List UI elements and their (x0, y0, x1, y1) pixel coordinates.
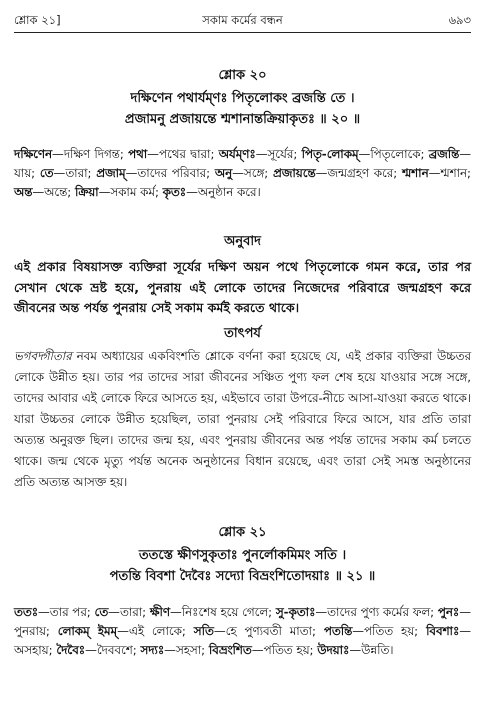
synonym-dash: — (358, 147, 371, 161)
synonym-entry (324, 624, 418, 638)
synonym-entry (75, 185, 159, 199)
synonym-meaning: অনুষ্ঠান করে। (197, 185, 261, 199)
synonym-word: উদয়াঃ (317, 643, 350, 657)
synonym-dash: — (352, 624, 365, 638)
synonym-meaning: সঙ্গে; (243, 166, 269, 180)
synonym-entry (163, 185, 261, 199)
synonym-entry (194, 624, 316, 638)
synonym-dash: — (85, 643, 97, 657)
synonym-dash: — (349, 643, 362, 657)
synonym-word: ক্রিয়া (74, 185, 99, 199)
synonym-dash: — (52, 147, 64, 161)
synonym-meaning: অন্তে; (44, 185, 72, 199)
verse-21-line-2: পতন্তি বিবশা দৈবৈঃ সদ্যো বিভ্রংশিতোদয়াঃ ॥ ২১ ॥ (109, 569, 376, 584)
synonym-meaning: উন্নতি। (361, 643, 394, 657)
page-number: ৬৯৩ (448, 12, 471, 27)
synonym-word: কৃতঃ (162, 185, 187, 199)
synonym-dash: — (251, 643, 264, 657)
synonym-dash: — (459, 147, 471, 161)
purport-heading: তাৎপর্য (224, 326, 261, 341)
synonym-word: শ্মশান (401, 166, 429, 180)
synonym-meaning: যায়; (14, 166, 36, 180)
header-rule (14, 32, 471, 33)
verse-21-heading: শ্লোক ২১ (218, 525, 267, 540)
synonym-meaning: সূর্যের; (267, 147, 298, 161)
synonym-entry (215, 166, 268, 180)
synonym-meaning: পুনরায়; (14, 624, 50, 638)
synonym-entry (96, 166, 210, 180)
synonym-dash: — (428, 166, 441, 180)
synonym-word: বিবশাঃ (426, 624, 460, 638)
synonym-dash: — (164, 643, 176, 657)
synonym-entry (302, 147, 425, 161)
synonym-word: তে (39, 166, 54, 180)
synonym-meaning: হে পুণ্যবতী মাতা; (225, 624, 316, 638)
synonym-word: পথা (128, 147, 148, 161)
running-header (14, 12, 471, 30)
synonym-dash: — (315, 605, 328, 619)
synonym-word: দৈবৈঃ (56, 643, 86, 657)
synonym-dash: — (147, 147, 159, 161)
synonym-entry (209, 643, 314, 657)
synonym-meaning: দক্ষিণ দিগন্ত; (63, 147, 124, 161)
header-chapter-title: সকাম কর্মের বন্ধন (202, 12, 283, 27)
synonym-entry (14, 147, 124, 161)
synonym-word: ততঃ (14, 605, 38, 619)
synonym-dash: — (98, 185, 111, 199)
synonym-meaning: তারা; (65, 166, 92, 180)
synonym-word: সদ্যঃ (140, 643, 165, 657)
header-verse-ref: শ্লোক ২১] (14, 12, 61, 27)
purport-body: নবম অধ্যায়ের একবিংশতি শ্লোকে বর্ণনা করা হয়েছে যে, এই প্রকার ব্যক্তিরা উচ্চতর লোকে উন্নীত হয়। তার পর তাদের সারা জীবনের সঞ্চিত পুণ্য ফল শেষ হয়ে যাওয়ার সঙ্গে সঙ্গে, তাদের আবার এই লোকে ফিরে আসতে হয়, এইভাবে তারা উপরে-নীচে আসা-যাওয়া করতে থাকে। যারা উচ্চতর লোকে উন্নীত হয়েছিল, তারা পুনরায় সেই পরিবারে ফিরে আসে, যার প্রতি তারা অত্যন্ত অনুরক্ত ছিল। তাদের জন্ম হয়, এবং পুনরায় জীবনের অন্ত পর্যন্ত তাদের সকাম কর্ম চলতে থাকে। জন্ম থেকে মৃত্যু পর্যন্ত অনেক অনুষ্ঠানের বিধান রয়েছে, এবং তারা সেই সমস্ত অনুষ্ঠানের প্রতি অত্যন্ত আসক্ত হয়। (14, 349, 471, 489)
purport-book-reference: ভগবদ্গীতার (14, 349, 72, 363)
synonym-dash: — (459, 624, 472, 638)
synonym-dash: — (186, 185, 198, 199)
synonym-word: অর্যম্ণঃ (218, 147, 256, 161)
synonym-dash: — (169, 605, 182, 619)
synonym-dash: — (53, 166, 66, 180)
synonym-meaning: তারা; (119, 605, 147, 619)
synonym-dash: — (32, 185, 45, 199)
synonym-word: অন্ত (14, 185, 33, 199)
synonym-entry (14, 185, 71, 199)
synonym-entry (95, 605, 147, 619)
verse-21-line-1: ততস্তে ক্ষীণসুকৃতাঃ পুনর্লোকমিমং সতি । (138, 548, 347, 563)
synonym-entry (276, 605, 434, 619)
synonym-meaning: তাদের পরিবার; (137, 166, 211, 180)
synonym-word: পুনঃ (437, 605, 460, 619)
synonym-entry (140, 643, 205, 657)
synonym-meaning: এই লোকে; (128, 624, 186, 638)
synonym-dash: — (117, 624, 129, 638)
synonym-entry (56, 643, 136, 657)
purport-text (14, 346, 471, 493)
synonym-word: তে (94, 605, 109, 619)
synonym-dash: — (38, 605, 50, 619)
synonym-word: পতন্তি (323, 624, 353, 638)
verse-20-text (14, 88, 471, 130)
synonym-word: সু-কৃতাঃ (275, 605, 316, 619)
verse-20-line-1: দক্ষিণেন পথার্যম্ণঃ পিতৃলোকং ব্রজন্তি তে । (130, 91, 355, 106)
synonym-meaning: পিতৃলোকে; (370, 147, 425, 161)
synonym-meaning: পথের দ্বারা; (158, 147, 215, 161)
verse-21-text (14, 545, 471, 587)
synonym-word: বিভ্রংশিত (208, 643, 252, 657)
synonym-meaning: দৈববশে; (96, 643, 137, 657)
synonym-entry (273, 166, 397, 180)
synonym-entry (150, 605, 272, 619)
synonym-word: ব্রজন্তি (428, 147, 460, 161)
synonym-dash: — (213, 624, 226, 638)
synonym-word: অনু (214, 166, 233, 180)
synonym-dash: — (108, 605, 120, 619)
synonym-word: লোকম্ ইমম্ (57, 624, 118, 638)
synonym-dash: — (255, 147, 268, 161)
verse-20-line-2: প্রজামনু প্রজায়ন্তে শ্মশানান্তক্রিয়াকৃতঃ ॥ ২০ ॥ (124, 112, 361, 127)
synonym-word: পিতৃ-লোকম্ (301, 147, 359, 161)
synonym-dash: — (232, 166, 244, 180)
synonym-word: দক্ষিণেন (14, 147, 53, 161)
verse-20-synonyms (14, 145, 471, 202)
synonym-meaning: সহসা; (175, 643, 206, 657)
synonym-word: প্রজাম্ (96, 166, 126, 180)
synonym-meaning: পতিত হয়; (263, 643, 314, 657)
synonym-dash: — (459, 605, 471, 619)
translation-heading: অনুবাদ (224, 234, 261, 249)
synonym-entry (128, 147, 214, 161)
synonym-word: প্রজায়ন্তে (273, 166, 316, 180)
synonym-dash: — (125, 166, 138, 180)
synonym-entry (219, 147, 298, 161)
synonym-word: সতি (193, 624, 214, 638)
synonym-meaning: শ্মশান; (440, 166, 472, 180)
synonym-meaning: তাদের পুণ্য কর্মের ফল; (327, 605, 435, 619)
synonym-meaning: অসহায়; (14, 643, 53, 657)
translation-text: এই প্রকার বিষয়াসক্ত ব্যক্তিরা সূর্যের দক্ষিণ অয়ন পথে পিতৃলোকে গমন করে, তার পর সেখান থেকে ভ্রষ্ট হয়ে, পুনরায় এই লোকে তাদের নিজেদের পরিবারে জন্মগ্রহণ করে জীবনের অন্ত পর্যন্ত পুনরায় সেই সকাম কর্মই করতে থাকে। (14, 259, 471, 315)
synonym-word: ক্ষীণ (149, 605, 170, 619)
synonym-entry (402, 166, 471, 180)
verse-21-synonyms (14, 603, 471, 660)
synonym-meaning: নিঃশেষ হয়ে গেলে; (181, 605, 273, 619)
synonym-entry (40, 166, 92, 180)
synonym-meaning: তার পর; (49, 605, 91, 619)
synonym-meaning: জন্মগ্রহণ করে; (327, 166, 398, 180)
synonym-entry (317, 643, 393, 657)
synonym-meaning: পতিত হয়; (364, 624, 419, 638)
synonym-entry (58, 624, 186, 638)
synonym-meaning: সকাম কর্ম; (110, 185, 159, 199)
synonym-entry (14, 605, 91, 619)
verse-20-heading: শ্লোক ২০ (218, 68, 267, 83)
synonym-dash: — (315, 166, 328, 180)
